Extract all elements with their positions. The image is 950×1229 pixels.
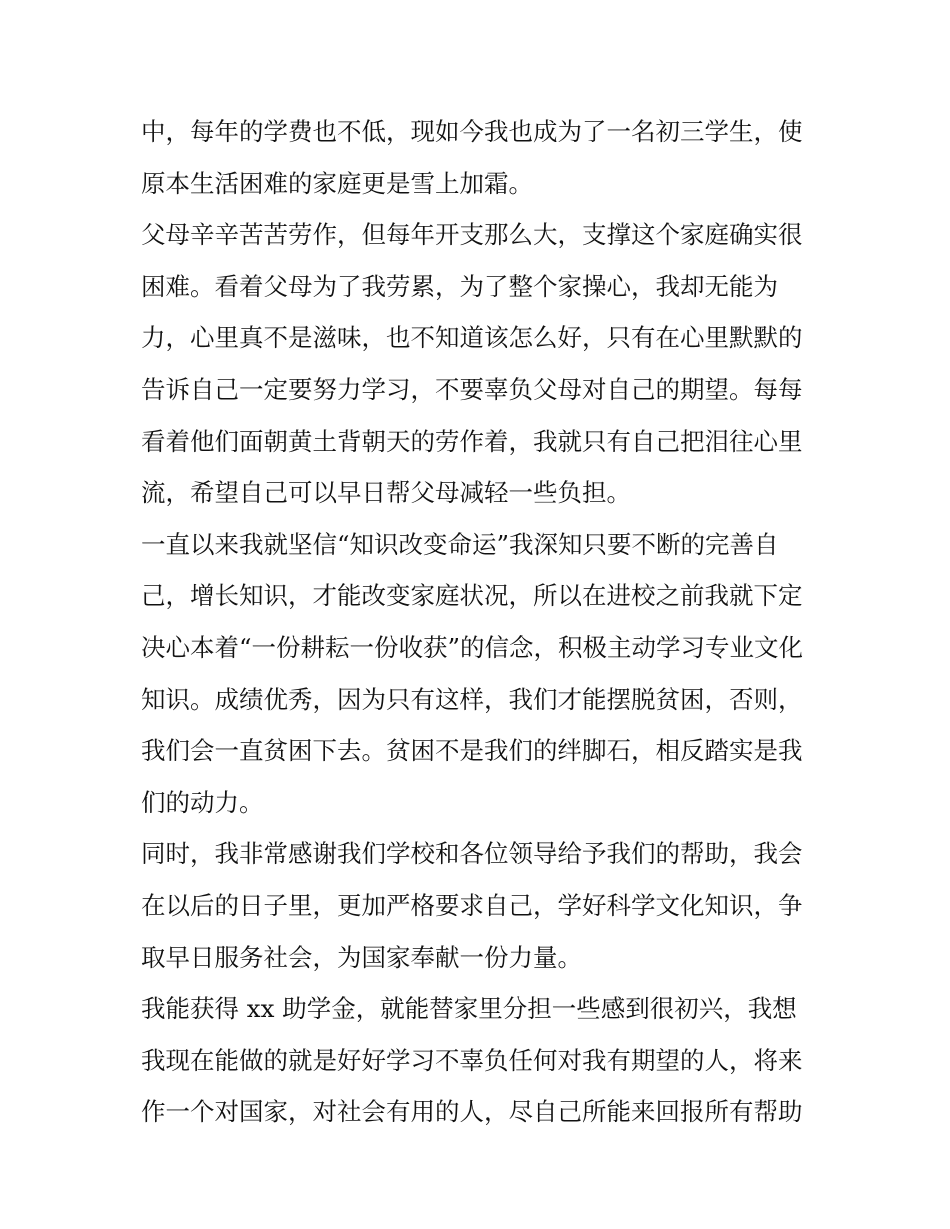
- body-text: [141, 106, 821, 1138]
- text-line: 们的动力。: [141, 787, 264, 817]
- text-line: 一直以来我就坚信“知识改变命运”我深知只要不断的完善自: [141, 529, 779, 559]
- text-line: 告诉自己一定要努力学习，不要辜负父母对自己的期望。每每: [141, 374, 803, 404]
- text-line: 父母辛辛苦苦劳作，但每年开支那么大，支撑这个家庭确实很: [141, 220, 803, 250]
- text-line: 原本生活困难的家庭更是雪上加霜。: [141, 168, 533, 198]
- text-line: 作一个对国家，对社会有用的人，尽自己所能来回报所有帮助: [141, 1097, 803, 1127]
- text-line: 困难。看着父母为了我劳累，为了整个家操心，我却无能为: [141, 271, 778, 301]
- text-line: 我能获得 xx 助学金，就能替家里分担一些感到很初兴，我想: [141, 994, 797, 1024]
- text-line: 我现在能做的就是好好学习不辜负任何对我有期望的人，将来: [141, 1045, 803, 1075]
- text-line: 在以后的日子里，更加严格要求自己，学好科学文化知识，争: [141, 890, 803, 920]
- text-line: 力，心里真不是滋味，也不知道该怎么好，只有在心里默默的: [141, 323, 803, 353]
- text-line: 中，每年的学费也不低，现如今我也成为了一名初三学生，使: [141, 117, 803, 146]
- text-line: 知识。成绩优秀，因为只有这样，我们才能摆脱贫困，否则，: [141, 684, 803, 714]
- text-line: 取早日服务社会，为国家奉献一份力量。: [141, 942, 582, 972]
- text-line: 决心本着“一份耕耘一份收获”的信念，积极主动学习专业文化: [141, 632, 804, 662]
- text-line: 同时，我非常感谢我们学校和各位领导给予我们的帮助，我会: [141, 839, 803, 869]
- text-line: 流，希望自己可以早日帮父母减轻一些负担。: [141, 478, 631, 508]
- text-line: 我们会一直贫困下去。贫困不是我们的绊脚石，相反踏实是我: [141, 736, 803, 766]
- text-line: 看着他们面朝黄土背朝天的劳作着，我就只有自己把泪往心里: [141, 426, 803, 456]
- text-line: 己，增长知识，才能改变家庭状况，所以在进校之前我就下定: [141, 581, 803, 611]
